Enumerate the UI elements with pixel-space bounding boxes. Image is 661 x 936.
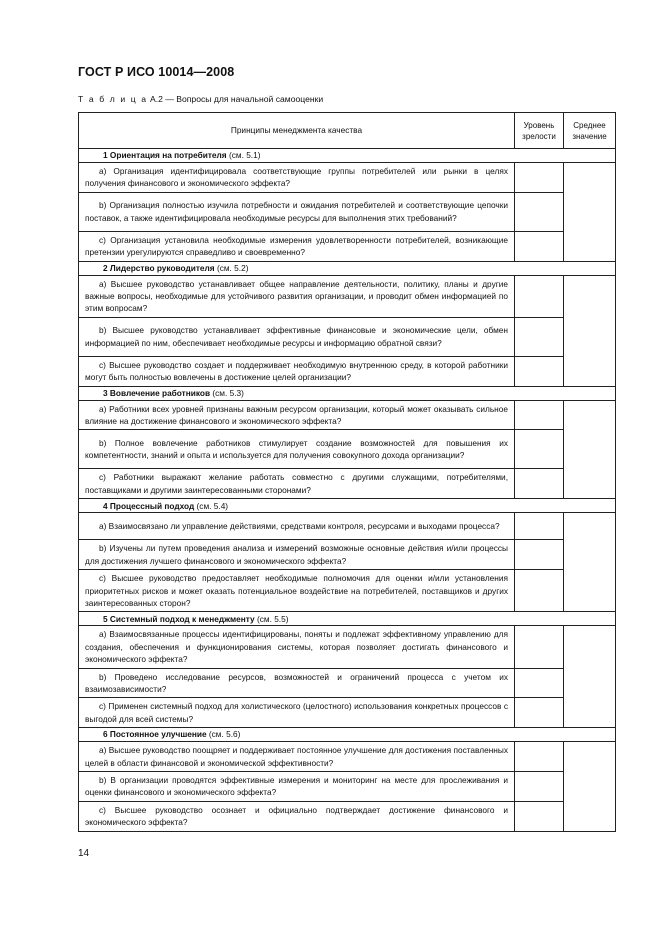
maturity-level-cell[interactable]: [515, 275, 564, 317]
section-row: [79, 386, 616, 400]
section-title: 2 Лидерство руководителя: [103, 262, 215, 273]
question-text: а) Взаимосвязанные процессы идентифицированы, поняты и подлежат эффективному управлению для создания, обеспечения и функционирования системы, которая позволяет достигать финансового и экономического эффекта?: [79, 626, 515, 668]
question-text: а) Взаимосвязано ли управление действиями, средствами контроля, ресурсами и выходами процесса?: [79, 513, 515, 540]
question-row: [79, 192, 616, 231]
question-text: с) Высшее руководство предоставляет необходимые полномочия для оценки и/или установления приоритетных рисков и может оказать потенциальное воздействие на потребителей, поставщиков и других заинтересованных сторон?: [79, 570, 515, 612]
question-text: с) Работники выражают желание работать совместно с другими служащими, потребителями, поставщиками и другими заинтересованными сторонами?: [79, 469, 515, 499]
section-row: [79, 499, 616, 513]
question-row: [79, 275, 616, 317]
table-body: [79, 149, 616, 832]
section-title: 4 Процессный подход: [103, 500, 195, 511]
maturity-level-cell[interactable]: [515, 317, 564, 356]
section-row: [79, 149, 616, 163]
section-title: 1 Ориентация на потребителя: [103, 150, 227, 161]
section-header: [79, 149, 616, 163]
table-caption-label: Т а б л и ц а: [78, 94, 148, 104]
section-header: [79, 728, 616, 742]
table-caption-text: А.2 — Вопросы для начальной самооценки: [149, 94, 324, 104]
maturity-level-cell[interactable]: [515, 626, 564, 668]
maturity-column-header: Уровень зрелости: [515, 113, 564, 149]
maturity-level-cell[interactable]: [515, 801, 564, 831]
question-text: b) Высшее руководство устанавливает эффективные финансовые и экономические цели, обмен информацией по ним, обеспечивает необходимые ресурсы и информацию обратной связи?: [79, 317, 515, 356]
maturity-level-cell[interactable]: [515, 163, 564, 193]
page-number: 14: [78, 848, 90, 859]
question-row: [79, 469, 616, 499]
question-row: [79, 570, 616, 612]
question-row: [79, 430, 616, 469]
question-row: [79, 513, 616, 540]
average-value-cell[interactable]: [564, 513, 616, 612]
question-text: b) Проведено исследование ресурсов, возможностей и ограничений процесса с учетом их взаимозависимости?: [79, 668, 515, 698]
question-row: [79, 400, 616, 430]
section-title: 6 Постоянное улучшение: [103, 729, 207, 740]
maturity-level-cell[interactable]: [515, 513, 564, 540]
document-header: ГОСТ Р ИСО 10014—2008: [78, 65, 235, 79]
question-text: с) Высшее руководство осознает и официально подтверждает достижение финансового и экономического эффекта?: [79, 801, 515, 831]
average-value-cell[interactable]: [564, 626, 616, 728]
maturity-level-cell[interactable]: [515, 540, 564, 570]
question-row: [79, 317, 616, 356]
question-text: а) Высшее руководство поощряет и поддерживает постоянное улучшение для достижения поставленных целей в области финансовой и экономической эффективности?: [79, 742, 515, 772]
maturity-level-cell[interactable]: [515, 570, 564, 612]
principles-column-header: Принципы менеджмента качества: [79, 113, 515, 149]
question-row: [79, 801, 616, 831]
section-row: [79, 728, 616, 742]
maturity-level-cell[interactable]: [515, 698, 564, 728]
average-value-cell[interactable]: [564, 163, 616, 262]
question-row: [79, 540, 616, 570]
question-row: [79, 163, 616, 193]
section-reference: (см. 5.3): [212, 387, 244, 398]
question-text: а) Работники всех уровней признаны важным ресурсом организации, который может оказывать сильное влияние на достижение финансового и экономического эффекта?: [79, 400, 515, 430]
maturity-level-cell[interactable]: [515, 231, 564, 261]
question-row: [79, 356, 616, 386]
question-row: [79, 231, 616, 261]
question-text: b) Изучены ли путем проведения анализа и измерений возможные основные действия и/или процессы для достижения лучшего финансового и экономического эффекта?: [79, 540, 515, 570]
average-value-cell[interactable]: [564, 275, 616, 386]
maturity-level-cell[interactable]: [515, 192, 564, 231]
question-row: [79, 698, 616, 728]
self-assessment-table: [78, 112, 616, 832]
question-row: [79, 626, 616, 668]
section-title: 3 Вовлечение работников: [103, 387, 211, 398]
section-header: [79, 261, 616, 275]
maturity-level-cell[interactable]: [515, 400, 564, 430]
question-text: с) Применен системный подход для холистического (целостного) использования конкретных процессов с выгодой для всей системы?: [79, 698, 515, 728]
section-header: [79, 612, 616, 626]
section-reference: (см. 5.5): [256, 613, 289, 624]
maturity-level-cell[interactable]: [515, 771, 564, 801]
section-reference: (см. 5.1): [228, 150, 261, 161]
question-text: с) Высшее руководство создает и поддерживает необходимую внутреннюю среду, в которой работники могут быть полностью вовлечены в достижение целей организации?: [79, 356, 515, 386]
section-reference: (см. 5.6): [208, 729, 241, 740]
question-text: а) Высшее руководство устанавливает общее направление деятельности, политику, планы и другие важные вопросы, необходимые для устойчивого развития организации, и проводит обмен информацией по этим вопросам?: [79, 275, 515, 317]
maturity-level-cell[interactable]: [515, 469, 564, 499]
maturity-level-cell[interactable]: [515, 742, 564, 772]
table-caption: [78, 94, 323, 104]
section-header: [79, 499, 616, 513]
section-reference: (см. 5.2): [216, 262, 249, 273]
average-value-cell[interactable]: [564, 400, 616, 499]
maturity-level-cell[interactable]: [515, 356, 564, 386]
question-row: [79, 742, 616, 772]
question-row: [79, 771, 616, 801]
question-text: с) Организация установила необходимые измерения удовлетворенности потребителей, возникающие претензии урегулируются справедливо и своевременно?: [79, 231, 515, 261]
question-text: b) В организации проводятся эффективные измерения и мониторинг на месте для прослеживания и оценки финансового и экономического эффекта?: [79, 771, 515, 801]
question-text: b) Полное вовлечение работников стимулирует создание возможностей для повышения их компетентности, знаний и опыта и используется для получения совокупного дохода организации?: [79, 430, 515, 469]
section-header: [79, 386, 616, 400]
maturity-level-cell[interactable]: [515, 668, 564, 698]
section-reference: (см. 5.4): [196, 500, 229, 511]
question-text: b) Организация полностью изучила потребности и ожидания потребителей и соответствующие цепочки поставок, а также идентифицировала необходимые ресурсы для выполнения этих требований?: [79, 192, 515, 231]
section-row: [79, 261, 616, 275]
question-row: [79, 668, 616, 698]
maturity-level-cell[interactable]: [515, 430, 564, 469]
question-text: а) Организация идентифицировала соответствующие группы потребителей или рынки в целях получения финансового и экономического эффекта?: [79, 163, 515, 193]
section-title: 5 Системный подход к менеджменту: [103, 613, 255, 624]
average-column-header: Среднее значение: [564, 113, 616, 149]
average-value-cell[interactable]: [564, 742, 616, 831]
section-row: [79, 612, 616, 626]
